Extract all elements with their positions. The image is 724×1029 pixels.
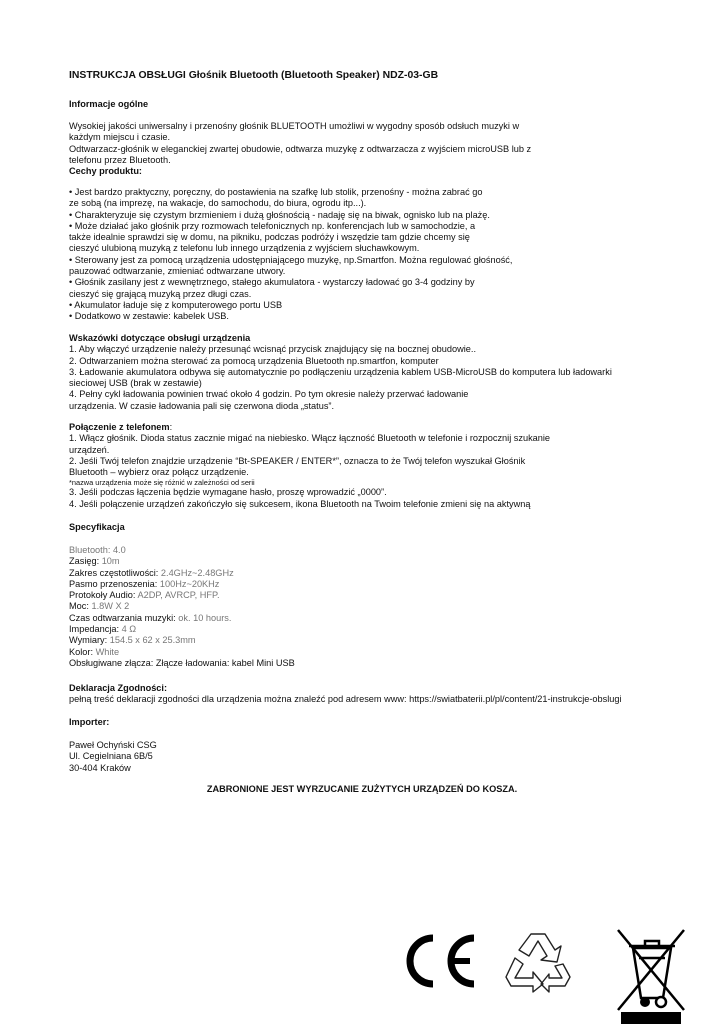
feature-line: cieszyć się grającą muzyką przez długi czas.: [69, 288, 252, 299]
document-title: INSTRUKCJA OBSŁUGI Głośnik Bluetooth (Bluetooth Speaker) NDZ-03-GB: [69, 70, 439, 81]
connection-line: 4. Jeśli połączenie urządzeń zakończyło się sukcesem, ikona Bluetooth na Twoim telefonie zmieni się na aktywną: [69, 498, 531, 509]
tip-line: 3. Ładowanie akumulatora odbywa się automatycznie po podłączeniu urządzenia kablem USB-MicroUSB do komputera lub ładowarki: [69, 366, 612, 377]
spec-power: [69, 601, 689, 612]
spec-label: Bluetooth:: [69, 545, 113, 555]
spec-value: 154.5 x 62 x 25.3mm: [109, 635, 196, 646]
spec-label: Obsługiwane złącza:: [69, 657, 156, 668]
connection-line: urządzeń.: [69, 444, 110, 455]
connection-line: Bluetooth – wybierz oraz połącz urządzenie.: [69, 467, 249, 478]
general-text: [69, 121, 689, 177]
feature-line: ze sobą (na imprezę, na wakacje, do samochodu, do biura, ogrodu itp...).: [69, 198, 367, 209]
features-list: [69, 187, 689, 323]
spec-value: 4 Ω: [121, 624, 137, 635]
importer-heading: Importer:: [69, 717, 110, 727]
feature-line: cieszyć ulubioną muzyką z telefonu lub innego urządzenia z wyjściem słuchawkowym.: [69, 243, 420, 254]
feature-line: • Głośnik zasilany jest z wewnętrznego, stałego akumulatora - wystarczy ładować go 3-4 godziny by: [69, 277, 475, 288]
general-section: [69, 99, 689, 110]
general-line: telefonu przez Bluetooth.: [69, 154, 171, 165]
spec-label: Pasmo przenoszenia:: [69, 578, 160, 589]
feature-line: • Charakteryzuje się czystym brzmieniem i dużą głośnością - nadaję się na biwak, ognisko lub na plażę.: [69, 209, 490, 220]
connection-line: 1. Włącz głośnik. Dioda status zacznie migać na niebiesko. Włącz łączność Bluetooth w telefonie i rozpocznij szukanie: [69, 433, 551, 444]
spec-connectors: [69, 658, 689, 669]
tips-section: [69, 333, 689, 412]
feature-line: • Akumulator ładuje się z komputerowego portu USB: [69, 299, 283, 310]
declaration-text: pełną treść deklaracji zgodności dla urządzenia można znaleźć pod adresem www: https://swiatbaterii.pl/pl/content/21-instrukcje-obslugi: [69, 694, 622, 705]
specs-heading: Specyfikacja: [69, 522, 125, 532]
general-line: każdym miejscu i czasie.: [69, 132, 171, 143]
spec-value: 100Hz~20KHz: [159, 578, 220, 589]
feature-line: także idealnie sprawdzi się w domu, na pikniku, podczas podróży i wszędzie tam gdzie chcemy się: [69, 232, 470, 243]
feature-line: pauzować odtwarzanie, zmieniać odtwarzane utwory.: [69, 266, 286, 277]
spec-label: Czas odtwarzania muzyki:: [69, 612, 179, 623]
spec-range: [69, 556, 689, 567]
spec-label: Kolor:: [69, 646, 96, 657]
connection-line: 3. Jeśli podczas łączenia będzie wymagane hasło, proszę wprowadzić „0000”.: [69, 487, 387, 498]
spec-playtime: [69, 613, 689, 624]
tip-line: 2. Odtwarzaniem można sterować za pomocą urządzenia Bluetooth np.smartfon, komputer: [69, 355, 439, 366]
feature-line: • Jest bardzo praktyczny, poręczny, do postawienia na szafkę lub stolik, przenośny - można zabrać go: [69, 187, 483, 197]
spec-value: 10m: [101, 556, 120, 567]
tips-heading: Wskazówki dotyczące obsługi urządzenia: [69, 333, 251, 343]
tip-line: sieciowej USB (brak w zestawie): [69, 378, 202, 389]
declaration-heading: Deklaracja Zgodności:: [69, 683, 168, 693]
specs-list: [69, 545, 689, 669]
spec-value: 4.0: [112, 545, 126, 555]
tip-line: 1. Aby włączyć urządzenie należy przesunąć wcisnąć przycisk znajdujący się na bocznej obudowie..: [69, 344, 477, 355]
spec-value: Złącze ładowania: kabel Mini USB: [155, 657, 295, 668]
spec-label: Impedancja:: [69, 624, 122, 635]
spec-value: ok. 10 hours.: [178, 612, 232, 623]
importer-line: Ul. Cegielniana 6B/5: [69, 751, 153, 762]
importer-line: 30-404 Kraków: [69, 762, 131, 773]
importer-line: Paweł Ochyński CSG: [69, 740, 157, 750]
spec-bluetooth: [69, 545, 689, 556]
connection-heading-row: [69, 422, 689, 433]
spec-impedance: [69, 624, 689, 635]
spec-dimensions: [69, 635, 689, 646]
spec-value: White: [95, 646, 120, 657]
general-line: Odtwarzacz-głośnik w eleganckiej zwartej obudowie, odtwarza muzykę z odtwarzacza z wyjściem microUSB lub z: [69, 143, 532, 154]
spec-frequency: [69, 568, 689, 579]
tip-line: urządzenia. W czasie ładowania pali się czerwona dioda „status”.: [69, 400, 335, 411]
feature-line: • Może działać jako głośnik przy rozmowach telefonicznych np. konferencjach lub w samochodzie, a: [69, 220, 476, 231]
features-heading: Cechy produktu:: [69, 166, 142, 177]
spec-label: Zakres częstotliwości:: [69, 567, 161, 578]
weee-crossed-bin-icon: [617, 928, 685, 1024]
spec-value: 2.4GHz~2.48GHz: [160, 567, 234, 578]
ce-mark-icon: [400, 932, 480, 990]
spec-label: Protokoły Audio:: [69, 590, 138, 601]
spec-value: 1.8W X 2: [91, 601, 130, 612]
declaration-section: [69, 683, 689, 706]
spec-protocols: [69, 590, 689, 601]
recycling-icon: [505, 928, 571, 994]
connection-heading-colon: :: [169, 422, 173, 432]
connection-heading: Połączenie z telefonem: [69, 422, 170, 432]
tip-line: 4. Pełny cykl ładowania powinien trwać około 4 godzin. Po tym okresie należy przerwać ładowanie: [69, 389, 469, 400]
importer-section: [69, 717, 689, 728]
spec-label: Moc:: [69, 601, 92, 612]
spec-label: Zasięg:: [69, 556, 102, 567]
general-heading: Informacje ogólne: [69, 99, 149, 109]
spec-label: Wymiary:: [69, 635, 110, 646]
connection-line: 2. Jeśli Twój telefon znajdzie urządzenie “Bt-SPEAKER / ENTER*”, oznacza to że Twój telefon wyszukał Głośnik: [69, 455, 526, 466]
spec-value: A2DP, AVRCP, HFP.: [137, 590, 220, 601]
feature-line: • Dodatkowo w zestawie: kabelek USB.: [69, 311, 229, 322]
spec-bandwidth: [69, 579, 689, 590]
disposal-warning: ZABRONIONE JEST WYRZUCANIE ZUŻYTYCH URZĄDZEŃ DO KOSZA.: [206, 784, 518, 794]
importer-address: [69, 740, 689, 774]
feature-line: • Sterowany jest za pomocą urządzenia udostępniającego muzykę, np.Smartfon. Można regulować głośność,: [69, 254, 513, 265]
specs-section: [69, 522, 689, 533]
connection-note: *nazwa urządzenia może się różnić w zależności od serii: [69, 478, 255, 488]
spec-color: [69, 647, 689, 658]
connection-section: [69, 422, 689, 510]
general-line: Wysokiej jakości uniwersalny i przenośny głośnik BLUETOOTH umożliwi w wygodny sposób odsłuch muzyki w: [69, 121, 520, 131]
